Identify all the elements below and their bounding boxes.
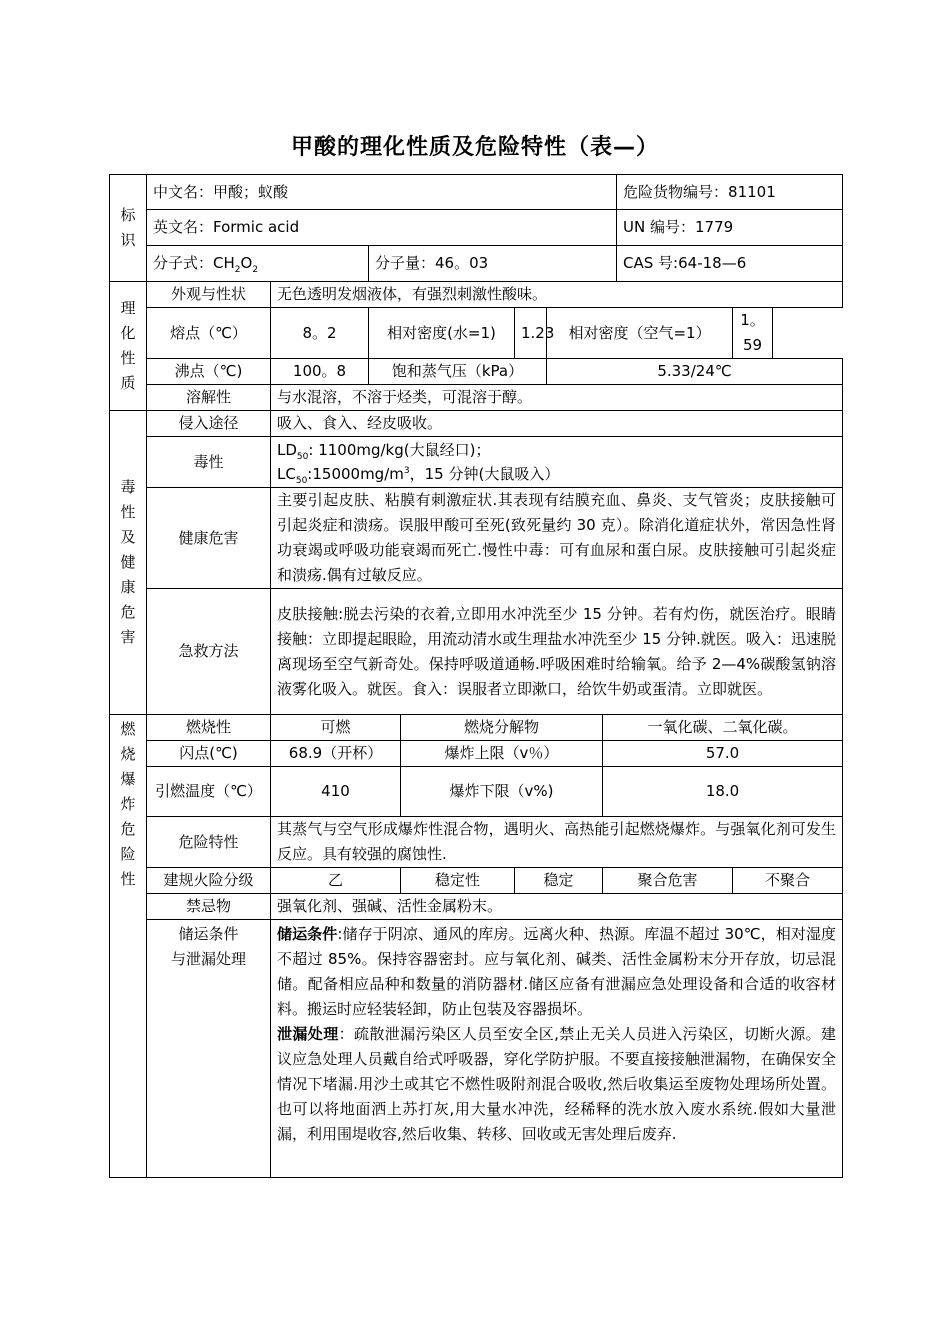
upper-explosion-limit-value: 57.0 xyxy=(603,741,843,767)
appearance-label: 外观与性状 xyxy=(147,282,271,308)
toxicity-value xyxy=(271,437,843,488)
boiling-point-value: 100。8 xyxy=(271,359,369,385)
combustion-products-value: 一氧化碳、二氧化碳。 xyxy=(603,715,843,741)
storage-paragraph: 储运条件:储存于阴凉、通风的库房。远离火种、热源。库温不超过 30℃，相对湿度不超过 85%。保持容器密封。应与氧化剂、碱类、活性金属粉末分开存放，切忌混储。配备相应品种和数量的消防器材.储区应备有泄漏应急处理设备和合适的收容材料。搬运时应轻装轻卸，防止包装及容器损坏。 xyxy=(277,925,837,1018)
fire-class-label: 建规火险分级 xyxy=(147,868,271,894)
polymerization-value: 不聚合 xyxy=(733,868,843,894)
stability-value: 稳定 xyxy=(515,868,603,894)
hazard-label: 危险特性 xyxy=(147,817,271,868)
vapor-pressure-value: 5.33/24℃ xyxy=(547,359,843,385)
hazard-number: 危险货物编号：81101 xyxy=(617,175,843,210)
boiling-point-label: 沸点（℃) xyxy=(147,359,271,385)
melting-point-value: 8。2 xyxy=(271,308,369,359)
storage-leak-value xyxy=(271,920,843,1178)
cas-number: CAS 号:64-18—6 xyxy=(617,246,843,282)
polymerization-label: 聚合危害 xyxy=(603,868,733,894)
incompatible-label: 禁忌物 xyxy=(147,894,271,920)
storage-label: 储运条件 与泄漏处理 xyxy=(147,920,271,1178)
page-title: 甲酸的理化性质及危险特性（表—） xyxy=(290,135,659,160)
flash-point-label: 闪点(℃) xyxy=(147,741,271,767)
ignition-temp-value: 410 xyxy=(271,767,401,817)
vapor-pressure-label: 饱和蒸气压（kPa） xyxy=(369,359,547,385)
upper-explosion-limit-label: 爆炸上限（v％） xyxy=(401,741,603,767)
route-label: 侵入途径 xyxy=(147,411,271,437)
section-fire: 燃 烧 爆 炸 危 险 性 xyxy=(110,715,147,1178)
flammability-value: 可燃 xyxy=(271,715,401,741)
rel-density-air-label: 相对密度（空气=1） xyxy=(547,308,733,359)
combustion-products-label: 燃烧分解物 xyxy=(401,715,603,741)
section-identification: 标 识 xyxy=(110,175,147,282)
hazard-value: 其蒸气与空气形成爆炸性混合物，遇明火、高热能引起燃烧爆炸。与强氧化剂可发生反应。具有较强的腐蚀性. xyxy=(271,817,843,868)
solubility-label: 溶解性 xyxy=(147,385,271,411)
route-value: 吸入、食入、经皮吸收。 xyxy=(271,411,843,437)
solubility-value: 与水混溶，不溶于烃类，可混溶于醇。 xyxy=(271,385,843,411)
properties-table xyxy=(109,174,843,1178)
rel-density-air-value: 1。59 xyxy=(733,308,773,359)
fire-class-value: 乙 xyxy=(271,868,401,894)
english-name: 英文名：Formic acid xyxy=(147,210,617,246)
first-aid-label: 急救方法 xyxy=(147,589,271,715)
lower-explosion-limit-label: 爆炸下限（v%) xyxy=(401,767,603,817)
ld50-line: $LD_{50}$: 1100mg/kg(大鼠经口)； xyxy=(277,441,491,462)
section-toxicity: 毒 性 及 健 康 危 害 xyxy=(110,411,147,715)
toxicity-label: 毒性 xyxy=(147,437,271,488)
lc50-line: $LC_{50}:15000mg/m^3$，15 分钟(大鼠吸入） xyxy=(277,465,560,486)
flash-point-value: 68.9（开杯） xyxy=(271,741,401,767)
incompatible-value: 强氧化剂、强碱、活性金属粉末。 xyxy=(271,894,843,920)
health-hazard-value: 主要引起皮肤、粘膜有刺激症状.其表现有结膜充血、鼻炎、支气管炎；皮肤接触可引起炎症和溃疡。误服甲酸可至死(致死量约 30 克）。除消化道症状外，常因急性肾功衰竭或呼吸功能衰竭而死亡.慢性中毒：可有血尿和蛋白尿。皮肤接触可引起炎症和溃疡.偶有过敏反应。 xyxy=(271,488,843,589)
flammability-label: 燃烧性 xyxy=(147,715,271,741)
health-hazard-label: 健康危害 xyxy=(147,488,271,589)
molecular-weight: 分子量：46。03 xyxy=(369,246,617,282)
section-physchem: 理 化 性 质 xyxy=(110,282,147,411)
un-number: UN 编号：1779 xyxy=(617,210,843,246)
melting-point-label: 熔点（℃） xyxy=(147,308,271,359)
ignition-temp-label: 引燃温度（℃） xyxy=(147,767,271,817)
stability-label: 稳定性 xyxy=(401,868,515,894)
leak-paragraph: 泄漏处理：疏散泄漏污染区人员至安全区,禁止无关人员进入污染区，切断火源。建议应急处理人员戴自给式呼吸器，穿化学防护服。不要直接接触泄漏物，在确保安全情况下堵漏.用沙土或其它不燃性吸附剂混合吸收,然后收集运至废物处理场所处置。也可以将地面洒上苏打灰,用大量水冲洗，经稀释的洗水放入废水系统.假如大量泄漏，利用围堤收容,然后收集、转移、回收或无害处理后废弃. xyxy=(277,1025,837,1143)
appearance-value: 无色透明发烟液体，有强烈刺激性酸味。 xyxy=(271,282,843,308)
first-aid-value: 皮肤接触:脱去污染的衣着,立即用水冲洗至少 15 分钟。若有灼伤，就医治疗。眼睛接触：立即提起眼睑，用流动清水或生理盐水冲洗至少 15 分钟.就医。吸入：迅速脱离现场至空气新奇处。保持呼吸道通畅.呼吸困难时给输氧。给予 2—4%碳酸氢钠溶液雾化吸入。就医。食入：误服者立即漱口，给饮牛奶或蛋清。立即就医。 xyxy=(271,589,843,715)
rel-density-water-value: 1.23 xyxy=(515,308,547,359)
molecular-formula: 分子式：$CH_2O_2$ xyxy=(147,246,369,282)
chinese-name: 中文名：甲酸；蚁酸 xyxy=(147,175,617,210)
lower-explosion-limit-value: 18.0 xyxy=(603,767,843,817)
rel-density-water-label: 相对密度(水=1) xyxy=(369,308,515,359)
